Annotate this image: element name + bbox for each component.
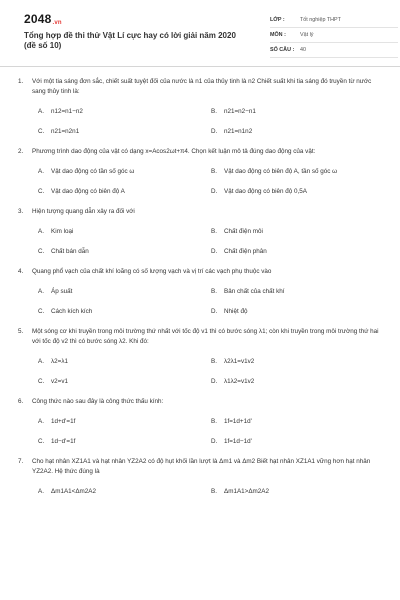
question-item [18,147,384,197]
question-item [18,207,384,257]
answer-option[interactable] [211,127,384,137]
question-item [18,457,384,497]
logo-main: 2048 [24,12,52,26]
question-stem [18,147,384,157]
option-text: n21=n1n2 [224,128,253,135]
document-header [18,0,384,62]
answer-option[interactable] [38,167,211,177]
option-letter: B. [211,488,217,495]
header-divider [0,66,400,67]
option-text: Vật dao động có tần số góc ω [51,168,135,175]
option-text: Kim loại [51,228,74,235]
option-text: λ1λ2=v1v2 [224,378,255,385]
option-letter: B. [211,418,217,425]
question-text: Hiện tượng quang dẫn xảy ra đối với [32,208,135,215]
meta-key: MÔN : [270,32,286,38]
option-text: n12=n1−n2 [51,108,83,115]
option-text: Δm1A1<Δm2A2 [51,488,96,495]
answer-option[interactable] [38,247,211,257]
question-stem [18,397,384,407]
option-letter: A. [38,418,44,425]
question-text: Một sóng cơ khi truyền trong môi trường thứ nhất với tốc độ v1 thì có bước sóng λ1; còn khi truyền trong môi trường thứ hai với tốc độ v2 thì có bước sóng λ2. Khi đó: [32,328,379,345]
option-letter: B. [211,228,217,235]
question-text: Với một tia sáng đơn sắc, chiết suất tuyệt đối của nước là n1 của thủy tinh là n2 Chiết suất khi tia sáng đó truyền từ nước sang thủy tinh là: [32,78,372,95]
option-text: Áp suất [51,288,73,295]
option-text: v2=v1 [51,378,68,385]
answer-option[interactable] [211,487,384,497]
option-text: Chất điện phân [224,248,267,255]
option-letter: A. [38,488,44,495]
option-letter: B. [211,358,217,365]
meta-row-class [270,13,398,28]
option-text: 1d−d'=1f [51,438,76,445]
answer-option[interactable] [38,287,211,297]
answer-option[interactable] [211,417,384,427]
answer-options [18,357,384,387]
option-text: Vật dao động có biên độ A, tần số góc ω [224,168,338,175]
option-letter: D. [211,308,218,315]
question-number: 2. [18,148,24,155]
option-letter: B. [211,288,217,295]
meta-value: Vật lý [300,32,314,38]
option-text: 1d+d'=1f [51,418,76,425]
option-letter: D. [211,438,218,445]
answer-option[interactable] [211,377,384,387]
answer-option[interactable] [211,247,384,257]
answer-option[interactable] [211,187,384,197]
option-letter: C. [38,438,45,445]
question-item [18,327,384,387]
answer-options [18,417,384,447]
meta-row-subject [270,28,398,43]
site-logo[interactable] [24,12,62,26]
option-text: Δm1A1>Δm2A2 [224,488,269,495]
option-text: λ2=λ1 [51,358,68,365]
answer-option[interactable] [38,127,211,137]
question-stem [18,327,384,347]
document-title: Tổng hợp đề thi thử Vật Lí cực hay có lời giải năm 2020 (đề số 10) [24,31,236,50]
answer-option[interactable] [211,287,384,297]
question-number: 4. [18,268,24,275]
answer-option[interactable] [211,437,384,447]
answer-option[interactable] [38,357,211,367]
option-letter: D. [211,128,218,135]
question-item [18,267,384,317]
option-letter: D. [211,378,218,385]
option-text: Bản chất của chất khí [224,288,285,295]
option-text: n21=n2−n1 [224,108,256,115]
question-item [18,77,384,137]
option-letter: B. [211,168,217,175]
exam-meta [270,13,398,58]
option-letter: A. [38,108,44,115]
option-letter: C. [38,248,45,255]
meta-value: Tốt nghiệp THPT [300,17,341,23]
question-number: 6. [18,398,24,405]
option-text: 1f=1d+1d' [224,418,252,425]
meta-key: SỐ CÂU : [270,47,295,53]
option-text: λ2λ1=v1v2 [224,358,255,365]
question-stem [18,457,384,477]
answer-option[interactable] [38,437,211,447]
option-letter: A. [38,288,44,295]
meta-row-count [270,43,398,58]
option-text: Nhiệt độ [224,308,248,315]
option-letter: C. [38,378,45,385]
option-text: n21=n2n1 [51,128,80,135]
meta-value: 40 [300,47,306,53]
question-number: 7. [18,458,24,465]
option-letter: C. [38,188,45,195]
answer-option[interactable] [38,187,211,197]
answer-option[interactable] [38,487,211,497]
option-letter: D. [211,248,218,255]
logo-domain: .vn [52,20,62,26]
option-text: Chất bán dẫn [51,248,89,255]
answer-option[interactable] [211,227,384,237]
option-letter: C. [38,128,45,135]
option-text: 1f=1d−1d' [224,438,252,445]
answer-option[interactable] [38,307,211,317]
answer-options [18,107,384,137]
option-letter: A. [38,168,44,175]
question-text: Cho hạt nhân XZ1A1 và hạt nhân YZ2A2 có độ hụt khối lần lượt là Δm1 và Δm2 Biết hạt nhân XZ1A1 vững hơn hạt nhân YZ2A2. Hệ thức đúng là [32,458,371,475]
option-text: Vật dao động có biên độ A [51,188,125,195]
option-text: Vật dao động có biên độ 0,5A [224,188,307,195]
meta-key: LỚP : [270,17,285,23]
question-item [18,397,384,447]
answer-options [18,227,384,257]
option-letter: A. [38,228,44,235]
answer-option[interactable] [38,107,211,117]
option-text: Cách kích kích [51,308,93,315]
question-stem [18,207,384,217]
answer-option[interactable] [211,357,384,367]
answer-options [18,487,384,497]
answer-options [18,167,384,197]
question-text: Quang phổ vạch của chất khí loãng có số lượng vạch và vị trí các vạch phụ thuộc vào [32,268,272,275]
answer-option[interactable] [38,417,211,427]
answer-option[interactable] [38,377,211,387]
answer-option[interactable] [211,307,384,317]
question-number: 3. [18,208,24,215]
question-text: Công thức nào sau đây là công thức thấu kính: [32,398,164,405]
question-stem [18,267,384,277]
option-letter: A. [38,358,44,365]
question-text: Phương trình dao động của vật có dạng x=Acos2ωt+π4. Chọn kết luận mô tả đúng dao động của vật: [32,148,316,155]
question-number: 5. [18,328,24,335]
option-text: Chất điện môi [224,228,263,235]
answer-option[interactable] [211,107,384,117]
answer-option[interactable] [211,167,384,177]
option-letter: B. [211,108,217,115]
answer-option[interactable] [38,227,211,237]
question-number: 1. [18,78,24,85]
option-letter: D. [211,188,218,195]
question-stem [18,77,384,97]
answer-options [18,287,384,317]
question-list [18,77,384,507]
option-letter: C. [38,308,45,315]
